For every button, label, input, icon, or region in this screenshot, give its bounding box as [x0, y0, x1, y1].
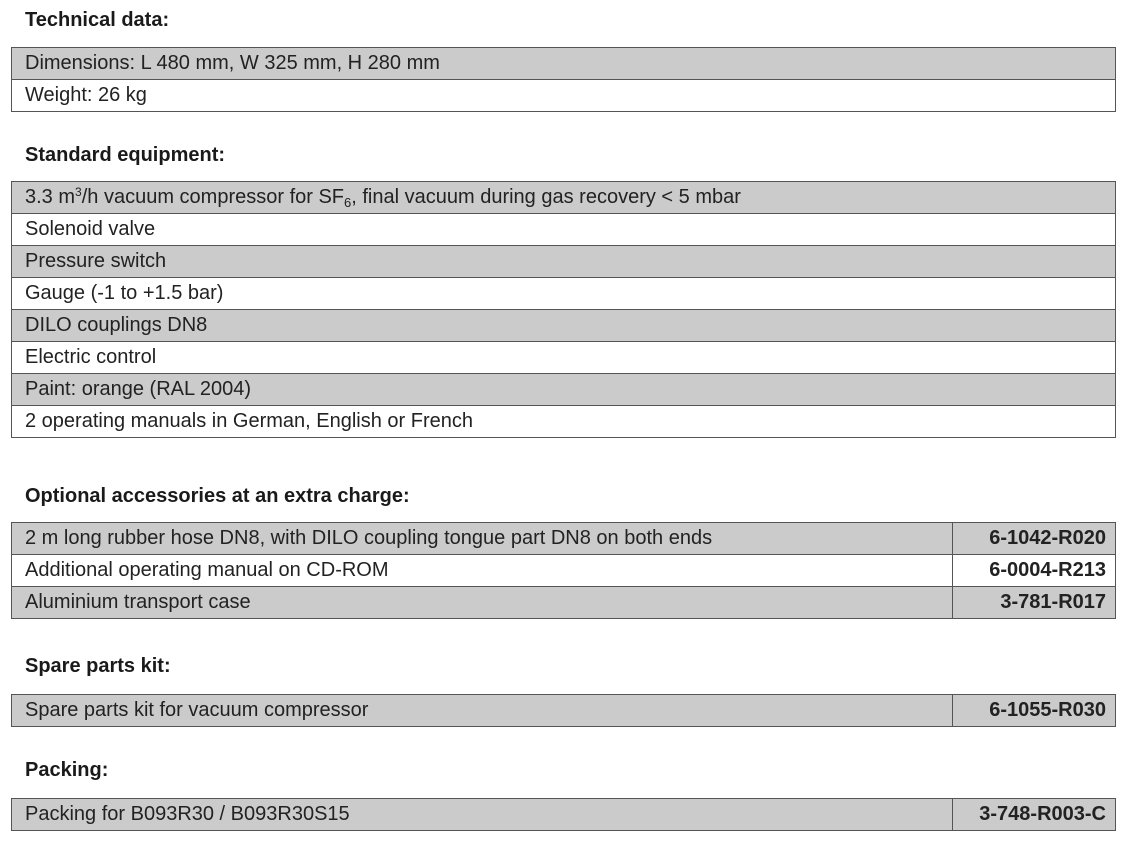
accessory-desc-cell: Aluminium transport case [12, 587, 953, 619]
table-row [12, 278, 1116, 310]
equipment-cell: Gauge (-1 to +1.5 bar) [12, 278, 1116, 310]
table-row [12, 587, 1116, 619]
table-row [12, 799, 1116, 831]
table-row [12, 523, 1116, 555]
part-number-cell: 6-0004-R213 [953, 555, 1116, 587]
part-number-cell: 6-1042-R020 [953, 523, 1116, 555]
accessory-desc-cell: Additional operating manual on CD-ROM [12, 555, 953, 587]
part-number-cell: 6-1055-R030 [953, 695, 1116, 727]
cubic-superscript: 3 [75, 185, 82, 199]
equipment-cell: Solenoid valve [12, 214, 1116, 246]
sf6-subscript: 6 [344, 195, 352, 210]
weight-cell: Weight: 26 kg [12, 80, 1116, 112]
compressor-cell [12, 182, 1116, 214]
packing-table [11, 798, 1116, 831]
table-row [12, 48, 1116, 80]
packing-desc-cell: Packing for B093R30 / B093R30S15 [12, 799, 953, 831]
part-number-cell: 3-781-R017 [953, 587, 1116, 619]
table-row [12, 182, 1116, 214]
table-row [12, 80, 1116, 112]
technical-data-heading: Technical data: [25, 9, 170, 31]
technical-data-table [11, 47, 1116, 112]
equipment-cell: Electric control [12, 342, 1116, 374]
compressor-text-b: /h vacuum compressor for SF [81, 186, 345, 208]
equipment-cell: Pressure switch [12, 246, 1116, 278]
equipment-cell: DILO couplings DN8 [12, 310, 1116, 342]
spare-parts-table [11, 694, 1116, 727]
equipment-cell: 2 operating manuals in German, English or French [12, 406, 1116, 438]
spare-desc-cell: Spare parts kit for vacuum compressor [12, 695, 953, 727]
optional-accessories-heading: Optional accessories at an extra charge: [25, 485, 410, 507]
accessory-desc-cell: 2 m long rubber hose DN8, with DILO coupling tongue part DN8 on both ends [12, 523, 953, 555]
table-row [12, 310, 1116, 342]
table-row [12, 342, 1116, 374]
table-row [12, 555, 1116, 587]
standard-equipment-heading: Standard equipment: [25, 144, 226, 166]
compressor-text-c: , final vacuum during gas recovery < 5 mbar [351, 186, 741, 208]
table-row [12, 406, 1116, 438]
table-row [12, 246, 1116, 278]
standard-equipment-table [11, 181, 1116, 438]
spare-parts-heading: Spare parts kit: [25, 655, 171, 677]
table-row [12, 214, 1116, 246]
part-number-cell: 3-748-R003-C [953, 799, 1116, 831]
table-row [12, 374, 1116, 406]
table-row [12, 695, 1116, 727]
packing-heading: Packing: [25, 759, 109, 781]
compressor-text-a: 3.3 m [25, 186, 76, 208]
dimensions-cell: Dimensions: L 480 mm, W 325 mm, H 280 mm [12, 48, 1116, 80]
optional-accessories-table [11, 522, 1116, 619]
equipment-cell: Paint: orange (RAL 2004) [12, 374, 1116, 406]
